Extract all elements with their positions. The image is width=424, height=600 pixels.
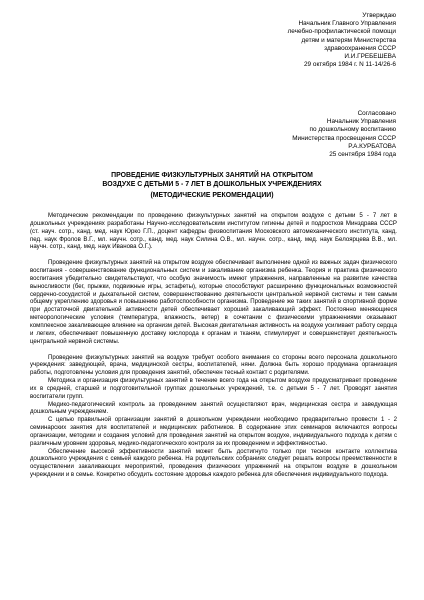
approval-line: 29 октября 1984 г. N 11-14/26-6 (304, 61, 396, 69)
paragraph: Методические рекомендации по проведению физкультурных занятий на открытом воздухе с детьми 5 - 7 лет в дошкольных учреждениях разработаны Научно-исследовательским институтом гигиены детей и подростков Минздрава СССР (ст. науч. сотр., канд. мед. наук Юрко Г.П., доцент кафедры физвоспитания Московского автомеханического института, канд. пед. наук Фролов В.Г., мл. научн. сотр., канд. мед. наук Силина О.В., мл. научн. сотр., канд. мед. наук Белоярцева В.В., мл. научн. сотр., канд. мед. наук Иванова О.Г.). (30, 212, 397, 251)
agreement-line: Согласовано (357, 110, 396, 117)
agreement-line: 25 сентября 1984 года (329, 151, 396, 159)
agreement-line: Р.А.КУРБАТОВА (348, 142, 396, 150)
agreement-line: по дошкольному воспитанию (309, 126, 396, 134)
document-body (30, 212, 397, 479)
approval-line: детям и матерям Министерства (301, 36, 396, 44)
approval-line: И.И.ГРЕБЕШЕВА (344, 53, 396, 61)
paragraph: Методика и организация физкультурных занятий в течение всего года на открытом воздухе предусматривает проведение их в средней, старшей и подготовительной группах дошкольных учреждений, т.е. с детьми 5 - 7 лет. Проводят занятия воспитатели групп. (30, 377, 397, 400)
agreement-line: Начальник Управления (326, 118, 396, 126)
approval-block (196, 12, 396, 69)
paragraph: Проведение физкультурных занятий на открытом воздухе обеспечивает выполнение одной из важных задач физического воспитания - совершенствование функциональных систем и закаливание организма ребенка. Теория и практика физического воспитания убедительно свидетельствуют, что особую значимость имеют упражнения, направленные на развитие качества выносливости (бег, прыжки, подвижные игры, эстафеты), которые способствуют расширению функциональных возможностей сердечно-сосудистой и дыхательной систем, совершенствованию деятельности центральной нервной системы и тем самым общему укреплению здоровья и повышению работоспособности организма. Проведение же таких занятий в спортивной форме при достаточной двигательной активности детей обеспечивает хороший закаливающий эффект. Постоянно меняющиеся метеорологические условия (температура, влажность, ветер) в сочетании с физическими упражнениями оказывают комплексное закаливающее влияние на организм детей. Высокая двигательная активность на воздухе усиливает работу сердца и легких, обеспечивает повышенную доставку кислорода к органам и тканям, стимулирует и совершенствует деятельность центральной нервной системы. (30, 259, 397, 345)
paragraph: Обеспечение высокой эффективности занятий может быть достигнуто только при тесном контакте коллектива дошкольного учреждения с семьей каждого ребенка. На родительских собраниях следует решать вопросы преемственности в осуществлении закаливающих мероприятий, проведения физических упражнений на открытом воздухе в дошкольном учреждении и в семье. Конкретно обсудить состояние здоровья каждого ребенка для обеспечения индивидуального подхода. (30, 447, 397, 479)
approval-line: лечебно-профилактической помощи (287, 28, 396, 36)
paragraph: Проведение физкультурных занятий на воздухе требует особого внимания со стороны всего персонала дошкольного учреждения: заведующей, врача, медицинской сестры, воспитателей, няни. Должна быть хорошо продумана организация работы, подготовлены условия для проведения занятий, обеспечен тесный контакт с родителями. (30, 353, 397, 377)
document-title (30, 172, 394, 189)
agreement-block (196, 110, 396, 159)
document-subtitle: (МЕТОДИЧЕСКИЕ РЕКОМЕНДАЦИИ) (150, 192, 274, 199)
approval-line: Утверждаю (362, 12, 396, 19)
paragraph: С целью правильной организации занятий в дошкольном учреждении необходимо предварительно провести 1 - 2 семинарских занятия для воспитателей и медицинских работников. В содержание этих семинаров включаются вопросы организации, методики и создания условий для проведения занятий на открытом воздухе, индивидуального подхода к детям с различным уровнем здоровья, медико-педагогического контроля за их проведением и эффективностью. (30, 416, 397, 447)
approval-line: здравоохранения СССР (324, 44, 396, 52)
agreement-line: Министерства просвещения СССР (292, 134, 396, 142)
approval-line: Начальник Главного Управления (298, 20, 396, 28)
title-line-2: ВОЗДУХЕ С ДЕТЬМИ 5 - 7 ЛЕТ В ДОШКОЛЬНЫХ УЧРЕЖДЕНИЯХ (102, 180, 322, 188)
title-line-1: ПРОВЕДЕНИЕ ФИЗКУЛЬТУРНЫХ ЗАНЯТИЙ НА ОТКРЫТОМ (111, 172, 313, 179)
paragraph: Медико-педагогический контроль за проведением занятий осуществляют врач, медицинская сестра и заведующая дошкольным учреждением. (30, 400, 397, 416)
